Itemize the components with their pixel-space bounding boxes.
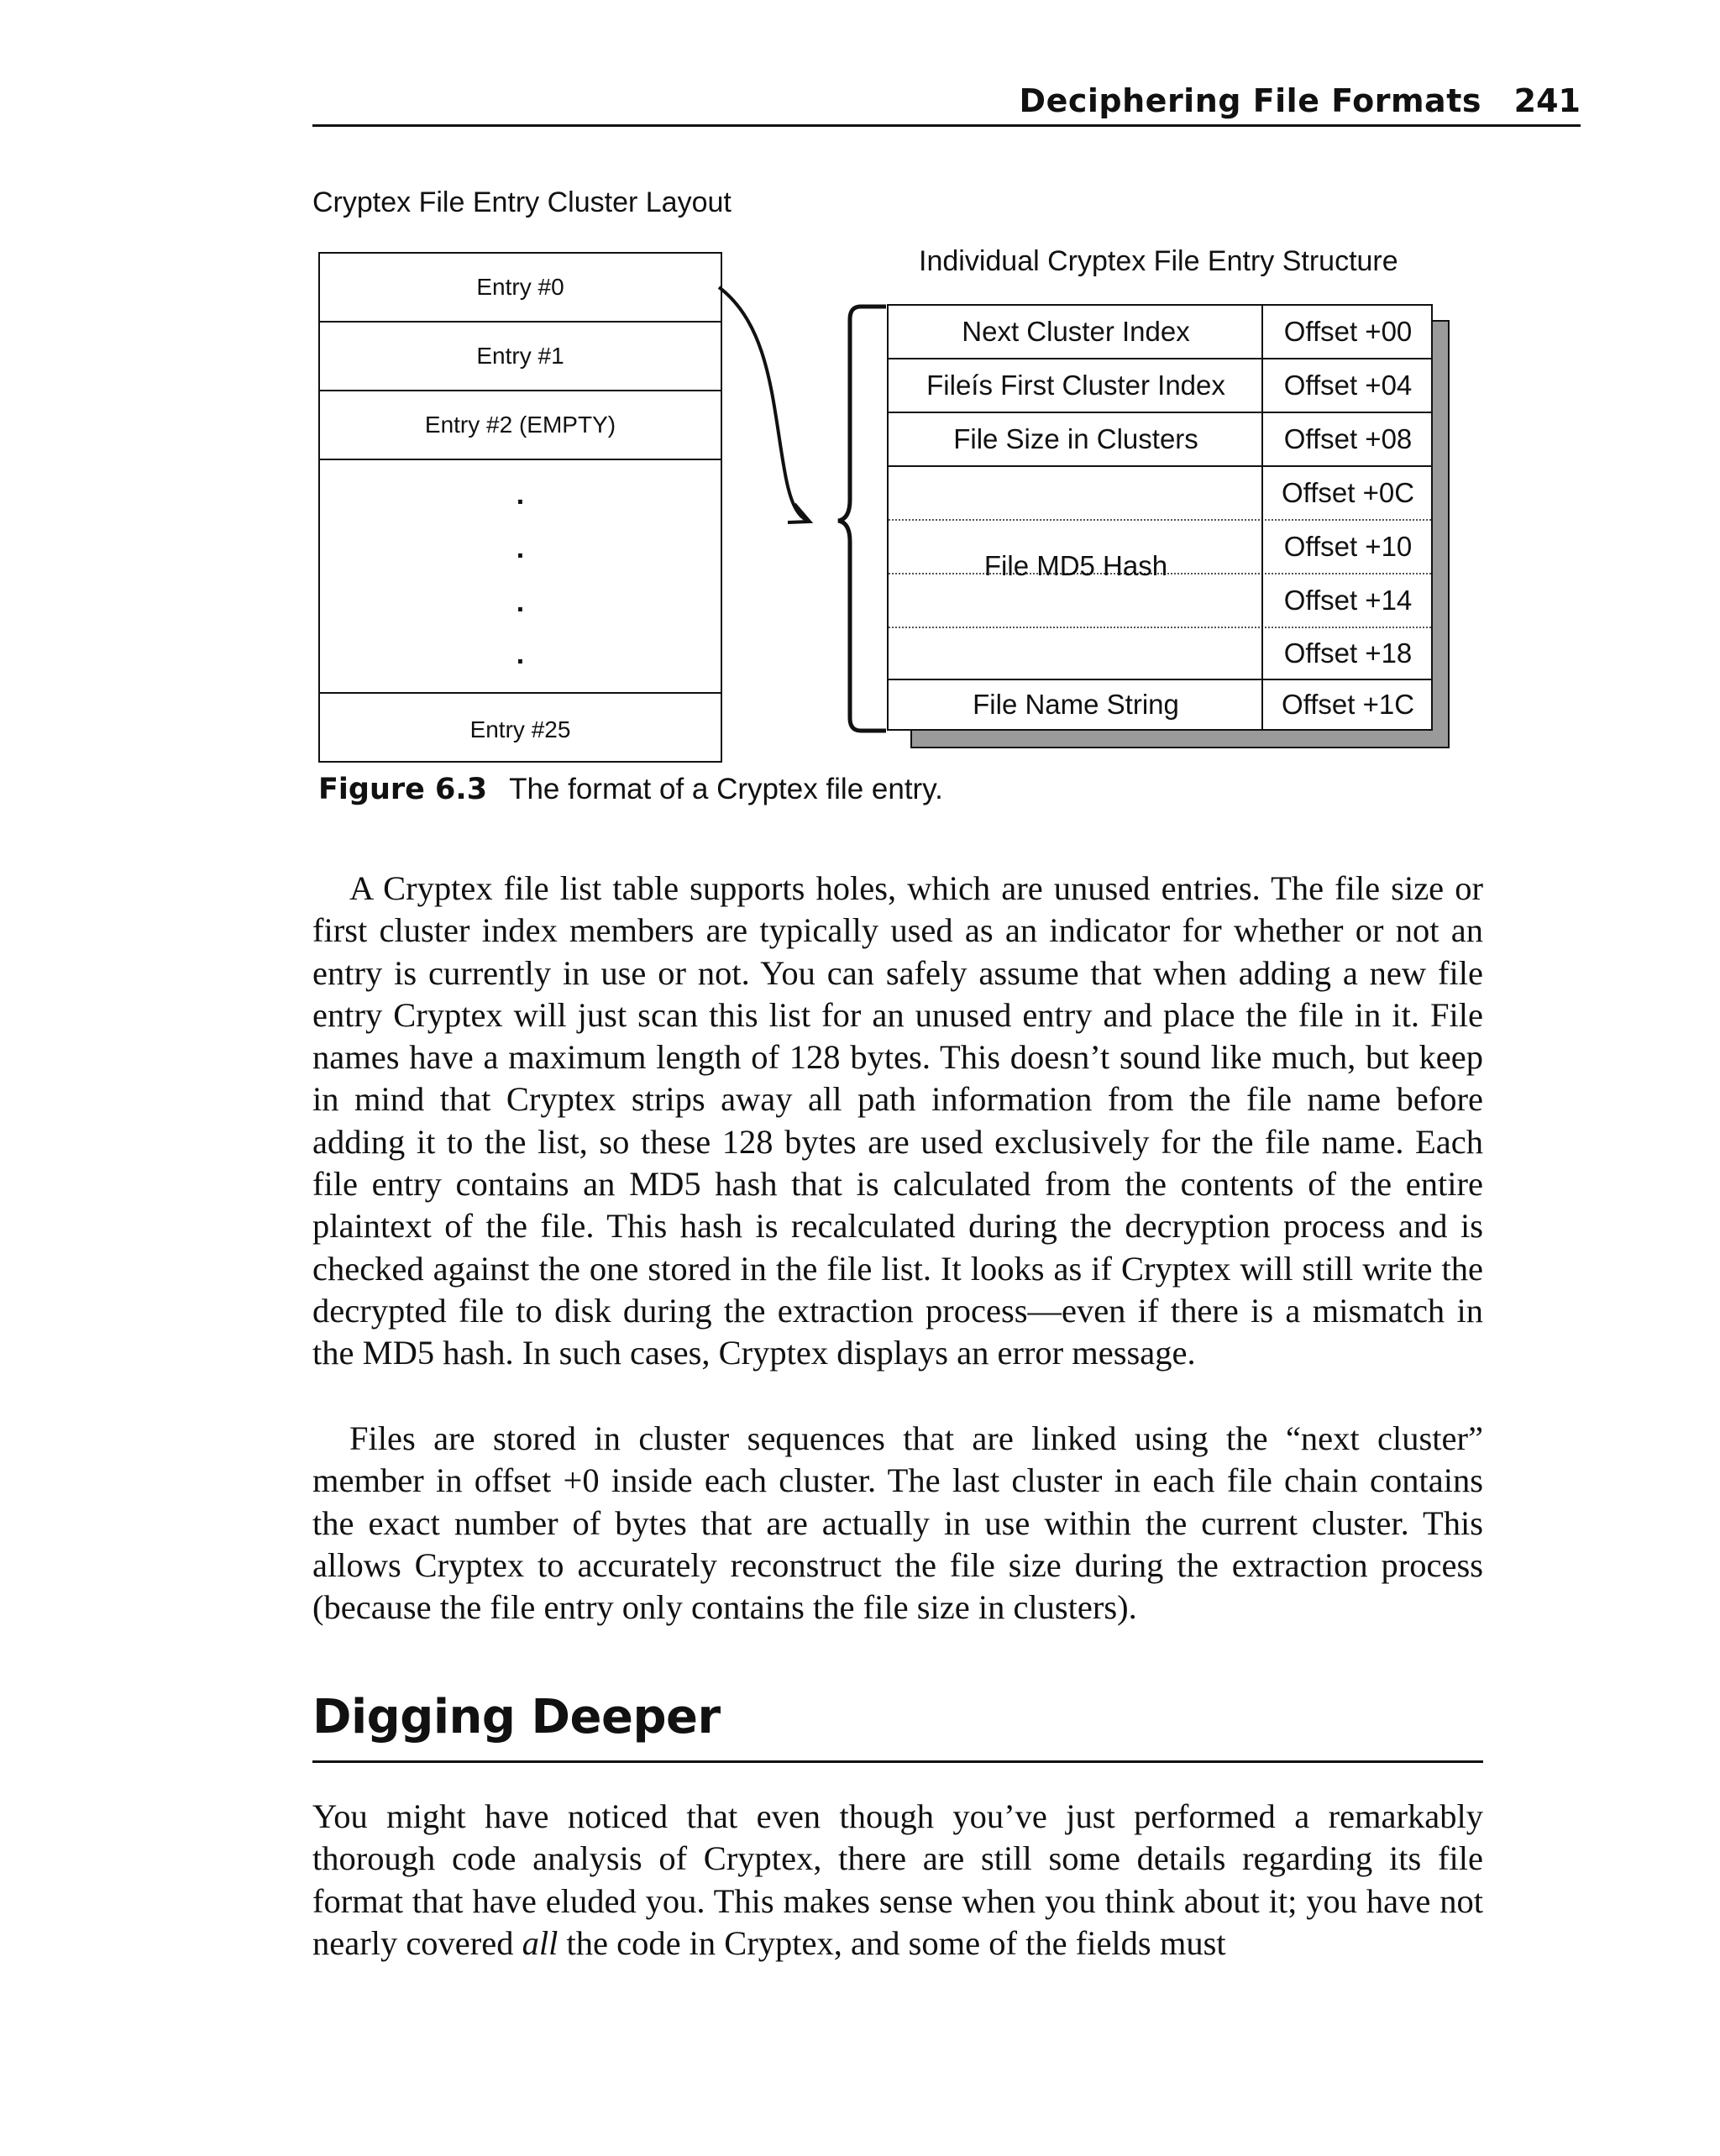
md5-label-row — [889, 549, 1431, 583]
offset-00: Offset +00 — [1283, 316, 1413, 347]
offset-14: Offset +14 — [1283, 585, 1413, 616]
ellipsis-dot: . — [516, 479, 525, 511]
offset-0c: Offset +0C — [1281, 477, 1415, 508]
entry-0-label: Entry #0 — [476, 274, 564, 300]
offset-04: Offset +04 — [1283, 370, 1413, 401]
offset-18: Offset +18 — [1283, 637, 1413, 669]
running-header-title: Deciphering File Formats — [1019, 82, 1481, 119]
paragraph-digging-deeper — [312, 1796, 1483, 1965]
field-next-cluster: Next Cluster Index — [962, 316, 1190, 347]
paragraph-digging-deeper-start: You might have noticed that even though you’ve just performed a remarkably thorough code analysis of Cryptex, there are still some details regarding its file format that have eluded you. This makes sense when you think about it; you have not nearly covered — [312, 1797, 1483, 1962]
ellipsis-dot: . — [516, 532, 525, 564]
entry-structure-table — [887, 304, 1433, 731]
figure-caption-text: The format of a Cryptex file entry. — [509, 773, 943, 805]
entry-2-cell — [320, 391, 721, 460]
row-first-cluster — [889, 359, 1431, 413]
section-heading: Digging Deeper — [312, 1690, 1483, 1763]
entry-25-label: Entry #25 — [469, 716, 571, 742]
field-first-cluster: Fileís First Cluster Index — [926, 370, 1225, 401]
paragraph-cluster-chain: Files are stored in cluster sequences that are linked using the “next cluster” member in offset +0 inside each cluster. The last cluster in each file chain contains the exact number of bytes that are actually in use within the current cluster. This allows Cryptex to accurately reconstruct the file size during the extraction process (because the file entry only contains the file size in clusters). — [312, 1419, 1483, 1627]
running-header — [312, 81, 1581, 127]
structure-column-divider — [1261, 304, 1263, 729]
emphasis-all: all — [522, 1923, 558, 1962]
ellipsis-dot: . — [516, 586, 525, 618]
entry-2-label: Entry #2 (EMPTY) — [424, 412, 616, 438]
row-file-name — [889, 680, 1431, 729]
offset-10: Offset +10 — [1283, 531, 1413, 562]
entry-link-arrow — [714, 277, 899, 748]
cluster-layout-title: Cryptex File Entry Cluster Layout — [312, 186, 732, 218]
row-next-cluster — [889, 306, 1431, 359]
figure-caption — [318, 773, 943, 806]
paragraph-file-list: A Cryptex file list table supports holes, which are unused entries. The file size or first cluster index members are typically used as an indicator for whether or not an entry is currently in use or not. You can safely assume that when adding a new file entry Cryptex will just scan this list for an unused entry and place the file in it. File names have a maximum length of 128 bytes. This doesn’t sound like much, but keep in mind that Cryptex strips away all path information from the file name before adding it to the list, so these 128 bytes are used exclusively for the file name. Each file entry contains an MD5 hash that is calculated from the contents of the entire plaintext of the file. This hash is recalculated during the decryption process and is checked against the one stored in the file list. It looks as if Cryptex will still write the decrypted file to disk during the extraction process—even if there is a mismatch in the MD5 hash. In such cases, Cryptex displays an error message. — [312, 869, 1483, 1372]
figure-label: Figure 6.3 — [318, 773, 488, 806]
entry-structure-title: Individual Cryptex File Entry Structure — [919, 245, 1398, 277]
field-md5-hash: File MD5 Hash — [983, 550, 1168, 581]
field-file-name: File Name String — [973, 689, 1179, 720]
row-md5-18 — [889, 628, 1431, 680]
field-size-clusters: File Size in Clusters — [953, 423, 1198, 454]
entry-25-cell — [320, 692, 721, 761]
ellipsis-dot: . — [516, 638, 525, 670]
paragraph-digging-deeper-end: the code in Cryptex, and some of the fields must — [558, 1923, 1226, 1962]
entry-1-cell — [320, 323, 721, 391]
entry-0-cell — [320, 254, 721, 323]
entry-1-label: Entry #1 — [476, 343, 564, 369]
offset-08: Offset +08 — [1283, 423, 1413, 454]
row-md5-0c — [889, 467, 1431, 521]
offset-1c: Offset +1C — [1281, 689, 1415, 720]
row-size-clusters — [889, 413, 1431, 467]
page-number: 241 — [1513, 82, 1581, 119]
cluster-layout-table — [318, 252, 722, 763]
